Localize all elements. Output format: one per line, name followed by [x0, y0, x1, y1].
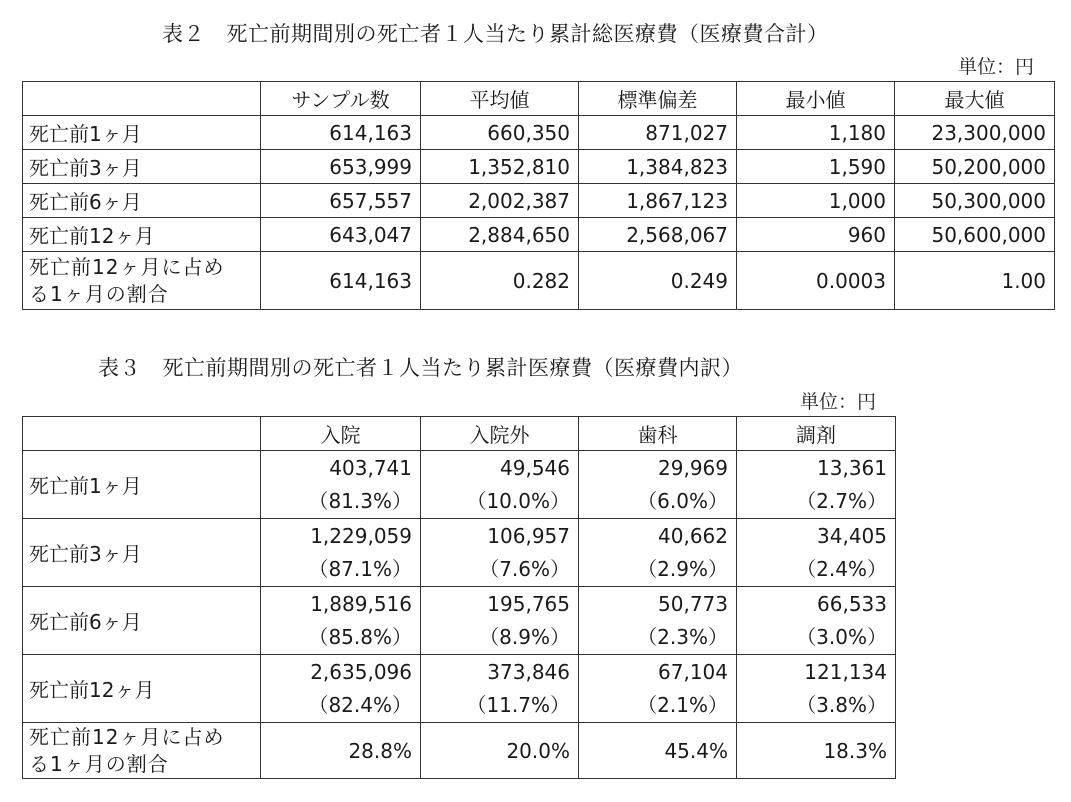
table-cell: 20.0% [421, 723, 579, 779]
table-row [23, 116, 1055, 150]
table-cell: 2,002,387 [421, 184, 579, 218]
row-label: 死亡前3ヶ月 [23, 150, 261, 184]
table-cell: 1,384,823 [579, 150, 737, 184]
cell-value: 67,104 [658, 659, 728, 684]
table-row [23, 150, 1055, 184]
cell-value: 403,741 [329, 455, 412, 480]
table-cell: 1.00 [895, 252, 1055, 310]
cell-percent: （2.7%） [796, 488, 887, 513]
table-cell: 643,047 [261, 218, 421, 252]
table-cell: 1,000 [737, 184, 895, 218]
cell-percent: （85.8%） [308, 624, 412, 649]
table-cell [737, 451, 896, 519]
ratio-label-line2: る1ヶ月の割合 [29, 281, 169, 306]
table3-header-empty [23, 417, 261, 451]
table-cell: 23,300,000 [895, 116, 1055, 150]
ratio-row-label [23, 723, 261, 779]
cell-value: 1,889,516 [310, 591, 412, 616]
cell-value: 195,765 [487, 591, 570, 616]
cell-percent: （2.3%） [637, 624, 728, 649]
row-label: 死亡前1ヶ月 [23, 116, 261, 150]
table-cell: 0.249 [579, 252, 737, 310]
table-row [23, 587, 896, 655]
cell-value: 106,957 [487, 523, 570, 548]
table-cell [261, 451, 421, 519]
cell-value: 2,635,096 [310, 659, 412, 684]
table-cell: 660,350 [421, 116, 579, 150]
table-cell: 2,884,650 [421, 218, 579, 252]
cell-value: 34,405 [817, 523, 887, 548]
table-cell [579, 451, 737, 519]
cell-percent: （82.4%） [308, 692, 412, 717]
ratio-label-line1: 死亡前12ヶ月に占め [29, 724, 225, 749]
table3-unit: 単位：円 [800, 391, 877, 413]
table-cell: 50,300,000 [895, 184, 1055, 218]
table-cell [421, 451, 579, 519]
ratio-label-line1: 死亡前12ヶ月に占め [29, 254, 225, 279]
cell-value: 40,662 [658, 523, 728, 548]
table-cell [579, 655, 737, 723]
table-cell: 0.282 [421, 252, 579, 310]
cell-value: 49,546 [500, 455, 570, 480]
table-cell: 50,600,000 [895, 218, 1055, 252]
cell-percent: （2.1%） [637, 692, 728, 717]
table-cell: 28.8% [261, 723, 421, 779]
table-cell [261, 655, 421, 723]
table3-header-dental: 歯科 [579, 417, 737, 451]
table-cell [421, 519, 579, 587]
table2 [22, 81, 1055, 310]
table3-header-pharmacy: 調剤 [737, 417, 896, 451]
table-cell: 1,352,810 [421, 150, 579, 184]
table3 [22, 416, 896, 779]
table-row [23, 218, 1055, 252]
table-row [23, 451, 896, 519]
table-cell [737, 587, 896, 655]
table2-header-max: 最大値 [895, 82, 1055, 116]
table-row [23, 184, 1055, 218]
ratio-label-line2: る1ヶ月の割合 [29, 751, 169, 776]
table2-header-row [23, 82, 1055, 116]
table3-header-outpatient: 入院外 [421, 417, 579, 451]
table-cell: 1,867,123 [579, 184, 737, 218]
table-cell [261, 519, 421, 587]
table-cell: 50,200,000 [895, 150, 1055, 184]
row-label: 死亡前12ヶ月 [23, 218, 261, 252]
table-cell: 2,568,067 [579, 218, 737, 252]
cell-value: 121,134 [804, 659, 887, 684]
table2-ratio-row [23, 252, 1055, 310]
cell-percent: （7.6%） [479, 556, 570, 581]
cell-percent: （10.0%） [466, 488, 570, 513]
table2-header-mean: 平均値 [421, 82, 579, 116]
table-cell [737, 519, 896, 587]
table-cell [421, 587, 579, 655]
cell-value: 29,969 [658, 455, 728, 480]
ratio-row-label [23, 252, 261, 310]
row-label: 死亡前1ヶ月 [23, 451, 261, 519]
row-label: 死亡前6ヶ月 [23, 184, 261, 218]
cell-percent: （2.4%） [796, 556, 887, 581]
table3-ratio-row [23, 723, 896, 779]
table-cell: 45.4% [579, 723, 737, 779]
table2-unit: 単位：円 [958, 56, 1035, 78]
cell-percent: （3.0%） [796, 624, 887, 649]
table-cell [579, 587, 737, 655]
cell-percent: （8.9%） [479, 624, 570, 649]
table-cell: 871,027 [579, 116, 737, 150]
cell-value: 373,846 [487, 659, 570, 684]
table2-header-stddev: 標準偏差 [579, 82, 737, 116]
table3-header-inpatient: 入院 [261, 417, 421, 451]
cell-percent: （11.7%） [466, 692, 570, 717]
table-row [23, 519, 896, 587]
table2-header-sample-count: サンプル数 [261, 82, 421, 116]
table-cell [579, 519, 737, 587]
cell-percent: （6.0%） [637, 488, 728, 513]
table-row [23, 655, 896, 723]
table-cell: 653,999 [261, 150, 421, 184]
table-cell: 960 [737, 218, 895, 252]
cell-percent: （81.3%） [308, 488, 412, 513]
table-cell [261, 587, 421, 655]
cell-percent: （2.9%） [637, 556, 728, 581]
cell-percent: （3.8%） [796, 692, 887, 717]
cell-value: 50,773 [658, 591, 728, 616]
table2-caption: 表２ 死亡前期間別の死亡者１人当たり累計総医療費（医療費合計） [162, 22, 829, 46]
table-cell: 614,163 [261, 252, 421, 310]
table2-header-min: 最小値 [737, 82, 895, 116]
table-cell [421, 655, 579, 723]
row-label: 死亡前12ヶ月 [23, 655, 261, 723]
table-cell [737, 655, 896, 723]
cell-value: 1,229,059 [310, 523, 412, 548]
table3-caption: 表３ 死亡前期間別の死亡者１人当たり累計医療費（医療費内訳） [98, 356, 743, 380]
table-cell: 657,557 [261, 184, 421, 218]
table-cell: 0.0003 [737, 252, 895, 310]
table-cell: 1,180 [737, 116, 895, 150]
cell-value: 66,533 [817, 591, 887, 616]
row-label: 死亡前3ヶ月 [23, 519, 261, 587]
table2-header-empty [23, 82, 261, 116]
table-cell: 18.3% [737, 723, 896, 779]
table-cell: 614,163 [261, 116, 421, 150]
table3-header-row [23, 417, 896, 451]
cell-percent: （87.1%） [308, 556, 412, 581]
cell-value: 13,361 [817, 455, 887, 480]
table-cell: 1,590 [737, 150, 895, 184]
row-label: 死亡前6ヶ月 [23, 587, 261, 655]
